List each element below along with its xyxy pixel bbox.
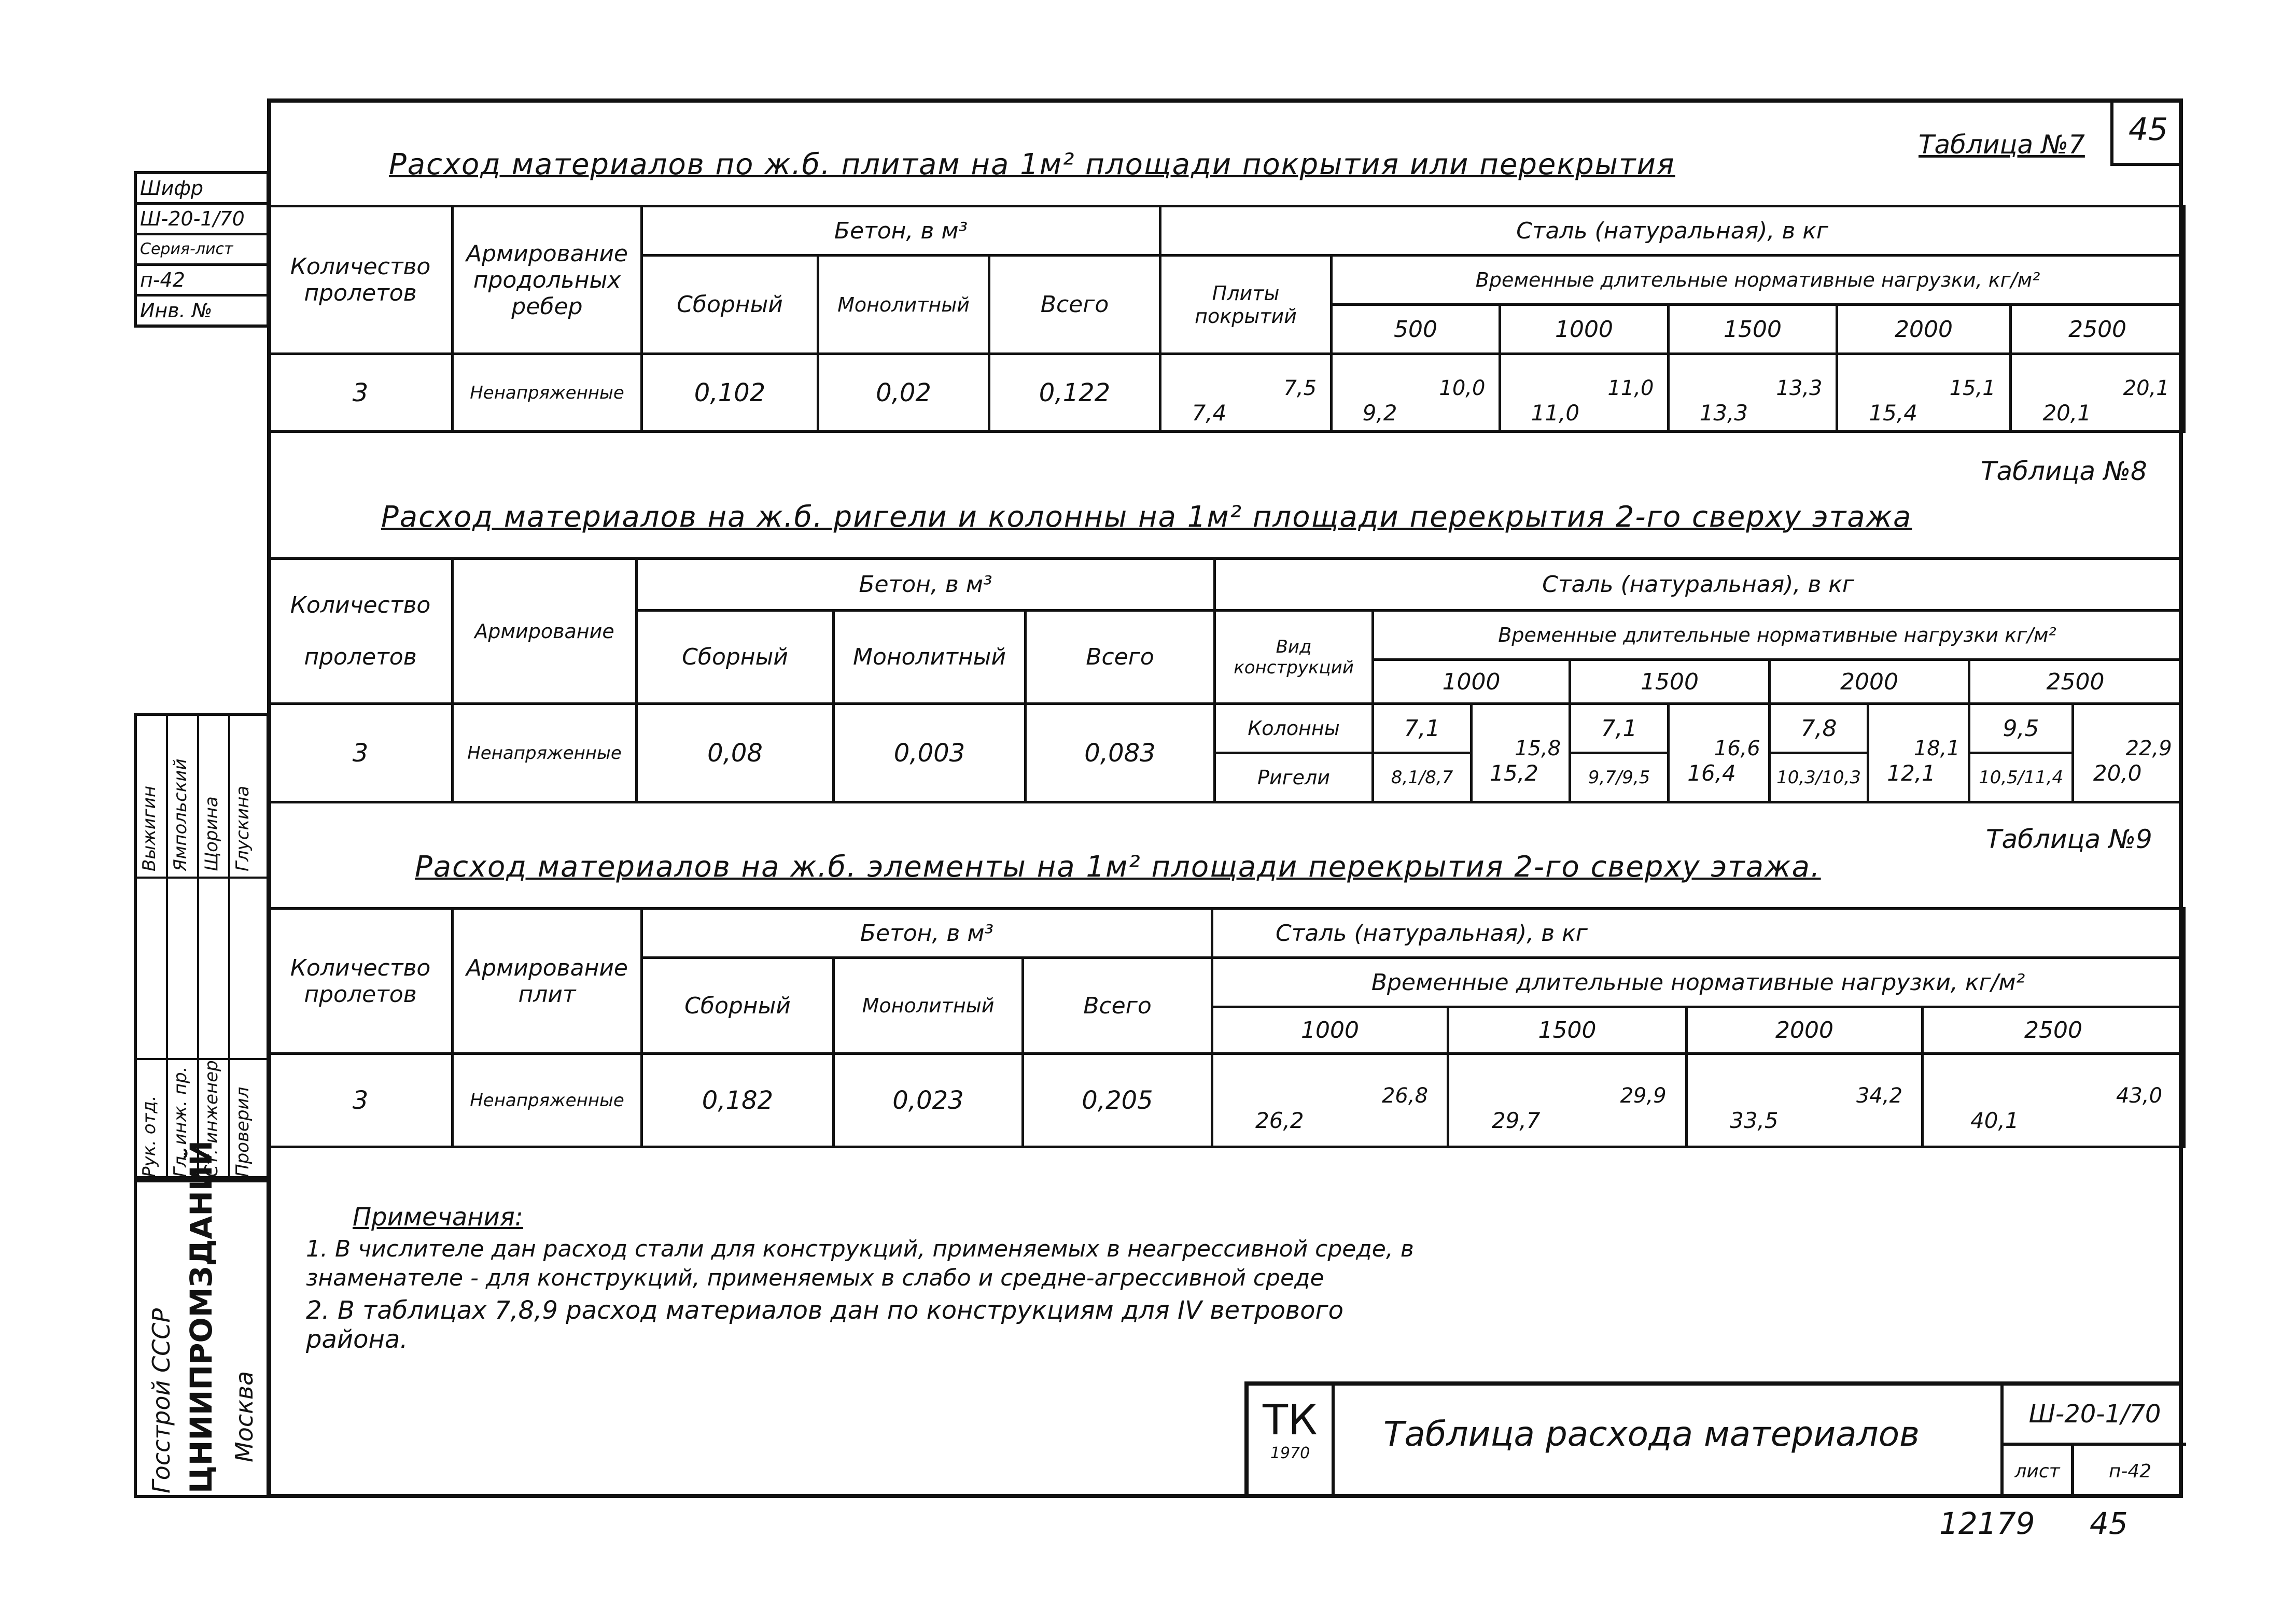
t7-val [1669,354,1837,432]
t7-val-n: 20,1 [2042,400,2091,426]
t8-load: 1500 [1570,660,1770,704]
t8-sum-d: 15,8 [1515,737,1561,760]
t9-mon: 0,023 [834,1054,1023,1147]
footer-number: 12179 [1939,1506,2035,1541]
t8-rig-d: 10,3 [1822,767,1861,788]
t8-col: 7,1 [1570,704,1669,753]
t8-sum [1472,704,1570,802]
signer-role: Ст. инженер [201,1060,222,1177]
t8-sum [1669,704,1770,802]
signer-role: Рук. отд. [139,1095,160,1177]
t8-h-arm: Армирование [453,559,637,704]
t9-val-n: 26,2 [1255,1108,1304,1133]
signatures-block [134,713,270,1179]
org-line-2: ЦНИИПРОМЗДАНИЙ [184,1140,219,1493]
t7-val [1500,354,1669,432]
t9-load: 2000 [1687,1007,1923,1054]
t8-sum-d: 18,1 [1913,737,1960,760]
org-line-1: Госстрой СССР [147,1308,175,1493]
t7-sb: 0,102 [642,354,818,432]
t9-h-count: Количество пролетов [269,909,453,1054]
stamp-year: 1970 [1270,1444,1310,1462]
t8-h-concrete: Бетон, в м³ [637,559,1215,611]
t9-val-d: 26,8 [1381,1084,1429,1108]
stamp-sheet-label: лист [2004,1446,2074,1498]
table9-label: Таблица №9 [1986,824,2152,854]
t8-kind-columns: Колонны [1215,704,1373,753]
signer-name: Глускина [232,785,253,871]
t8-sum-n: 15,2 [1490,760,1538,786]
t8-h-all: Всего [1026,611,1215,704]
t7-load: 1000 [1500,305,1669,354]
t8-load: 2000 [1770,660,1969,704]
t7-val [2011,354,2185,432]
stamp-logo-box [1249,1386,1335,1498]
t8-col: 7,1 [1373,704,1472,753]
t9-val [1923,1054,2185,1147]
t9-load: 1500 [1448,1007,1687,1054]
t7-h-concrete: Бетон, в м³ [642,206,1160,256]
t9-arm: Ненапряженные [453,1054,642,1147]
t8-h-loads: Временные длительные нормативные нагрузки кг/м² [1373,611,2182,660]
shifr-label: Шифр [137,174,267,205]
title-stamp [1244,1381,2183,1498]
inv-label: Инв. № [140,299,213,322]
t8-rig-n: 8,1 [1391,767,1419,788]
stamp-logo: ТК [1263,1396,1318,1444]
t7-val-d: 11,0 [1607,376,1654,400]
t7-load: 2500 [2011,305,2185,354]
t7-h-count: Количество пролетов [269,206,453,354]
t8-rig: 9,7/9,5 [1570,753,1669,802]
t7-load: 1500 [1669,305,1837,354]
t7-val-d: 20,1 [2123,376,2169,400]
t8-rig-n: 10,5 [1979,767,2018,788]
t9-load: 1000 [1212,1007,1448,1054]
table7-title: Расход материалов по ж.б. плитам на 1м² площади покрытия или перекрытия [389,148,1675,181]
stamp-sheet: п-42 [2108,1461,2152,1482]
table7 [267,205,2186,433]
t8-sum-n: 20,0 [2093,760,2142,786]
t8-kind-beams: Ригели [1215,753,1373,802]
org-block [134,1140,270,1498]
t7-val-d: 13,3 [1776,376,1823,400]
t7-h-mon: Монолитный [818,256,989,354]
t9-h-mon: Монолитный [834,958,1023,1054]
t7-all: 0,122 [989,354,1160,432]
t8-rig-d: 9,5 [1622,767,1650,788]
sheet-label: Серия-лист [137,235,267,266]
table9-title: Расход материалов на ж.б. элементы на 1м² площади перекрытия 2-го сверху этажа. [415,850,1821,884]
t8-h-count: Количество пролетов [269,559,453,704]
t9-val-d: 34,2 [1856,1084,1903,1108]
t8-rig: 8,1/8,7 [1373,753,1472,802]
t9-all: 0,205 [1023,1054,1212,1147]
signer-role: Проверил [232,1086,253,1177]
stamp-code: Ш-20-1/70 [2004,1386,2186,1446]
t9-val-d: 43,0 [2116,1084,2163,1108]
t7-val-d: 10,0 [1439,376,1486,400]
t8-all: 0,083 [1026,704,1215,802]
t7-val-n: 11,0 [1531,400,1580,426]
signer-name: Щорина [201,796,222,871]
t8-count: 3 [269,704,453,802]
t8-rig-d: 11,4 [2024,767,2063,788]
signer-role: Гл. инж. пр. [170,1066,191,1177]
t8-arm: Ненапряженные [453,704,637,802]
t8-rig-n: 10,3 [1776,767,1816,788]
t7-load: 2000 [1837,305,2011,354]
t8-rig: 10,5/11,4 [1969,753,2073,802]
footer-page: 45 [2090,1506,2128,1541]
t8-sum-n: 12,1 [1887,760,1936,786]
t8-h-sb: Сборный [637,611,834,704]
t8-load: 2500 [1969,660,2182,704]
t7-val-d: 15,1 [1949,376,1996,400]
sheet-number-box: 45 [2110,98,2183,166]
t7-load: 500 [1332,305,1500,354]
table8 [267,557,2183,803]
t9-val-n: 40,1 [1970,1108,2019,1133]
t7-plates [1160,354,1332,432]
t8-h-kind: Вид конструкций [1215,611,1373,704]
t7-plates-d: 7,5 [1283,376,1317,400]
t9-h-concrete: Бетон, в м³ [642,909,1212,958]
t7-val [1332,354,1500,432]
t8-sum [2073,704,2182,802]
t9-h-loads: Временные длительные нормативные нагрузки, кг/м² [1212,958,2185,1007]
t7-plates-n: 7,4 [1192,400,1227,426]
t9-load: 2500 [1923,1007,2185,1054]
t7-h-sb: Сборный [642,256,818,354]
note-1: 1. В числителе дан расход стали для конструкций, применяемых в неагрессивной среде, в знаменателе - для конструкций, применяемых в слабо и средне-агрессивной среде [306,1236,1414,1291]
stamp-title: Таблица расхода материалов [1383,1414,1920,1454]
t7-mon: 0,02 [818,354,989,432]
t7-h-loads: Временные длительные нормативные нагрузки, кг/м² [1332,256,2185,305]
table7-label: Таблица №7 [1919,130,2085,160]
t9-val-n: 33,5 [1730,1108,1779,1133]
t7-val-n: 13,3 [1699,400,1748,426]
t8-rig: 10,3/10,3 [1770,753,1868,802]
t9-h-all: Всего [1023,958,1212,1054]
t7-h-plates: Плиты покрытий [1160,256,1332,354]
shifr-value: Ш-20-1/70 [137,205,267,235]
sheet-value: п-42 [137,266,267,297]
t8-sum-d: 22,9 [2125,737,2172,760]
t9-sb: 0,182 [642,1054,834,1147]
t9-h-sb: Сборный [642,958,834,1054]
t9-val [1687,1054,1923,1147]
t8-col: 7,8 [1770,704,1868,753]
signer-name: Выжигин [139,785,160,871]
t9-val [1212,1054,1448,1147]
notes-heading: Примечания: [353,1203,523,1232]
t9-h-arm: Армирование плит [453,909,642,1054]
org-line-3: Москва [230,1371,258,1462]
table9 [267,907,2186,1148]
t9-val-d: 29,9 [1620,1084,1667,1108]
signer-name: Ямпольский [170,758,191,871]
t7-val-n: 9,2 [1362,400,1397,426]
t8-sum-d: 16,6 [1714,737,1760,760]
t7-h-steel: Сталь (натуральная), в кг [1160,206,2185,256]
t8-sum [1868,704,1969,802]
t9-val-n: 29,7 [1491,1108,1541,1133]
t7-h-all: Всего [989,256,1160,354]
t7-val [1837,354,2011,432]
t8-sum-n: 16,4 [1687,760,1736,786]
t8-h-mon: Монолитный [834,611,1026,704]
t7-arm: Ненапряженные [453,354,642,432]
table8-label: Таблица №8 [1981,456,2147,486]
t8-load: 1000 [1373,660,1570,704]
side-code-block [134,171,270,328]
t9-h-steel: Сталь (натуральная), в кг [1212,909,2185,958]
notes [306,1203,1447,1354]
t8-mon: 0,003 [834,704,1026,802]
t8-h-steel: Сталь (натуральная), в кг [1215,559,2182,611]
note-2: 2. В таблицах 7,8,9 расход материалов дан по конструкциям для IV ветрового района. [306,1296,1344,1354]
table8-title: Расход материалов на ж.б. ригели и колонны на 1м² площади перекрытия 2-го сверху этажа [381,500,1912,534]
t8-rig-n: 9,7 [1588,767,1616,788]
t7-h-arm: Армирование продольных ребер [453,206,642,354]
t7-count: 3 [269,354,453,432]
t9-count: 3 [269,1054,453,1147]
t8-sb: 0,08 [637,704,834,802]
t7-val-n: 15,4 [1869,400,1917,426]
t8-rig-d: 8,7 [1425,767,1453,788]
t8-col: 9,5 [1969,704,2073,753]
t9-val [1448,1054,1687,1147]
